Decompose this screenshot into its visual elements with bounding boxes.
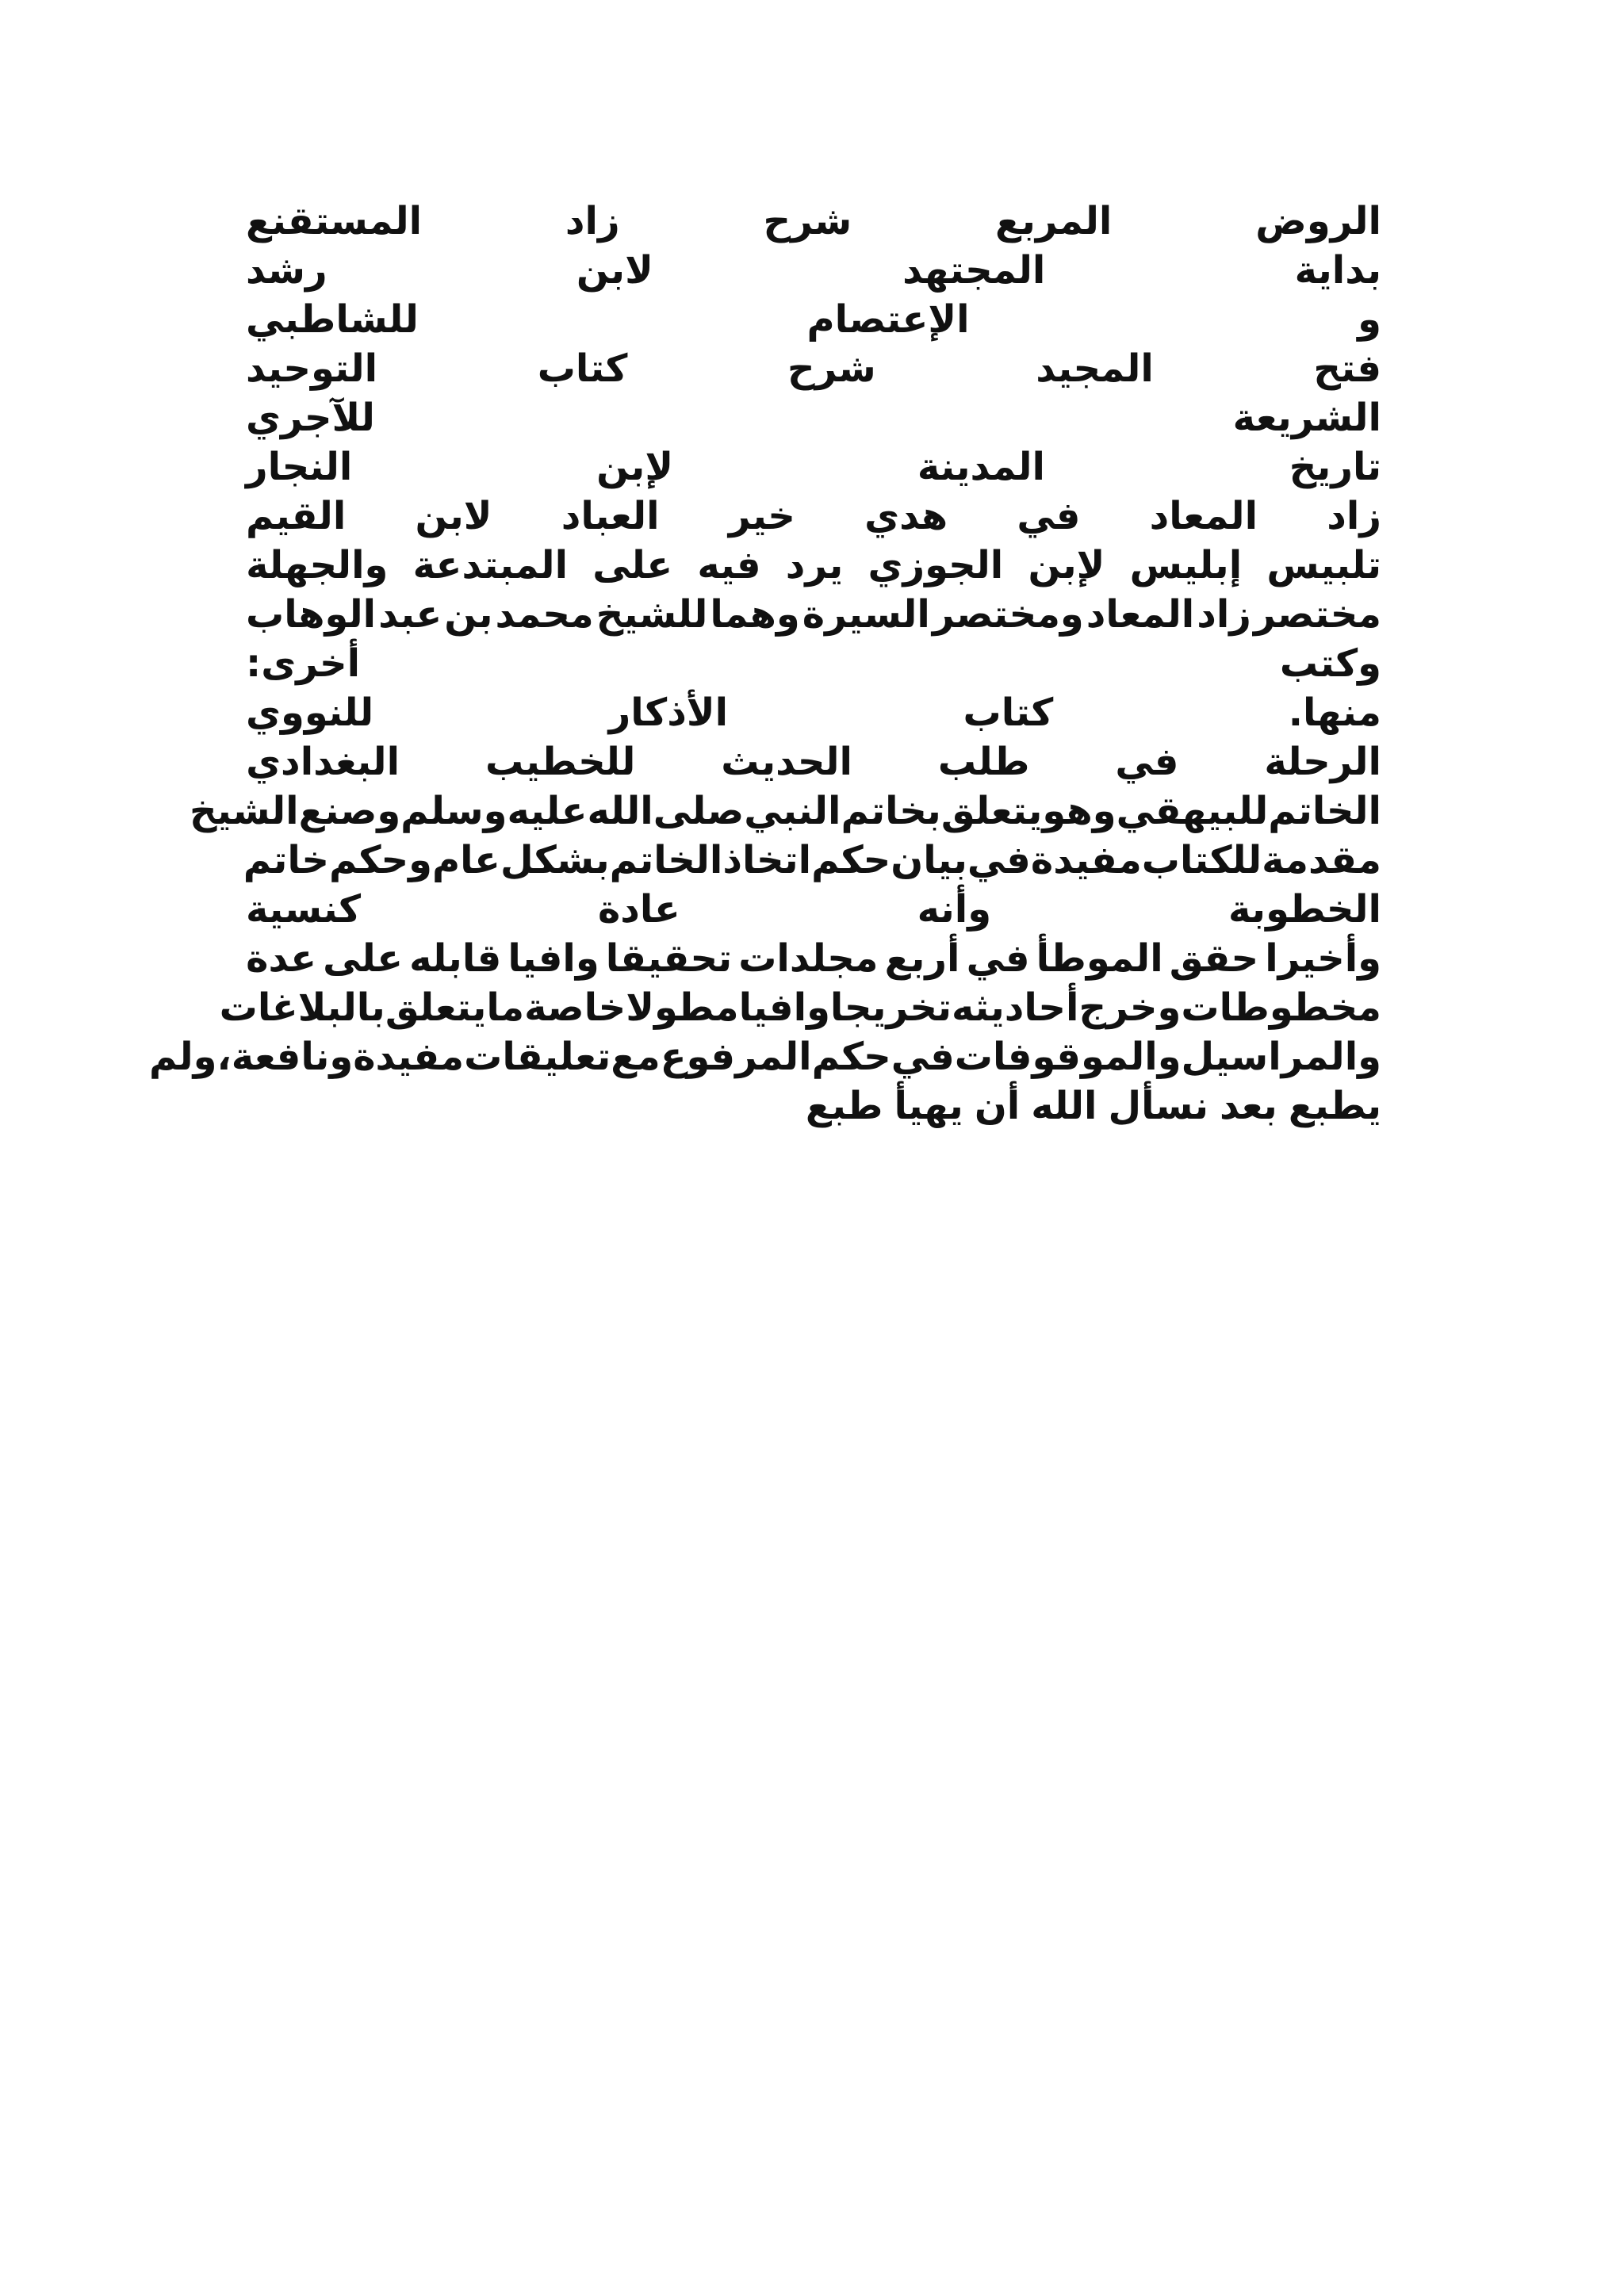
word: مختصر (1253, 592, 1381, 637)
word: في (966, 936, 1030, 981)
word: الجوزي (868, 543, 1004, 587)
word: المجيد (1036, 346, 1154, 391)
word: الأذكار (608, 691, 729, 735)
word: على (323, 936, 404, 981)
word: في (967, 838, 1031, 882)
word: خاتم (243, 838, 329, 882)
word: محمد (495, 592, 594, 637)
word: مجلدات (738, 936, 879, 981)
word: السيرة (802, 592, 930, 637)
text-line (246, 1081, 1381, 1131)
word: عليه (507, 789, 588, 833)
word: لابن (576, 248, 653, 293)
word: المدينة (917, 445, 1045, 489)
word: والجهلة (246, 543, 389, 587)
word: أحاديثه (952, 985, 1079, 1030)
word: تخريجا (829, 985, 952, 1030)
text-line (246, 688, 1381, 737)
word: عام (431, 838, 500, 882)
body-text (148, 197, 1381, 1131)
word: وهما (710, 592, 800, 637)
word: المعاد (1086, 592, 1195, 637)
word: طلب (937, 740, 1030, 784)
word: الرحلة (1264, 740, 1381, 784)
word: وكتب (1279, 641, 1381, 686)
word: الروض (1255, 199, 1381, 243)
word: وحكم (328, 838, 432, 882)
word: الخاتم (1268, 789, 1381, 833)
word: تلبيس (1266, 543, 1381, 587)
word: كتاب (537, 346, 628, 391)
word: مفيدة (1030, 838, 1142, 882)
word: بعد (1219, 1084, 1277, 1128)
word: على (592, 543, 673, 587)
word: المربع (995, 199, 1113, 243)
text-line (246, 885, 1381, 934)
word: النبي (744, 789, 841, 833)
word: حكم (811, 1035, 891, 1079)
word: المجتهد (902, 248, 1046, 293)
word: الله (587, 789, 653, 833)
word: بشكل (500, 838, 610, 882)
word: للشاطبي (246, 297, 419, 342)
word: بداية (1294, 248, 1381, 293)
word: تاريخ (1289, 445, 1381, 489)
word: لإبن (1028, 543, 1105, 587)
word: وهو (1042, 789, 1116, 833)
word: الموطأ (1036, 936, 1163, 981)
word: الوهاب (246, 592, 377, 637)
word: للكتاب (1141, 838, 1262, 882)
text-line (246, 639, 1381, 688)
word: عبد (378, 592, 442, 637)
word: في (1017, 494, 1081, 538)
word: وصنع (298, 789, 401, 833)
word: تحقيقا (605, 936, 733, 981)
word: وأخيرا (1265, 936, 1381, 981)
word: بن (444, 592, 493, 637)
word: بالبلاغات (219, 985, 385, 1030)
word: الله (1031, 1084, 1097, 1128)
word: إبليس (1129, 543, 1243, 587)
word: منها. (1288, 691, 1381, 735)
word: وخرج (1078, 985, 1182, 1030)
word: حكم (811, 838, 891, 882)
word: اتخاذ (722, 838, 812, 882)
word: قابله (409, 936, 502, 981)
word: فتح (1313, 346, 1381, 391)
word: المبتدعة (412, 543, 569, 587)
word: صلى (653, 789, 745, 833)
word: يتعلق (940, 789, 1043, 833)
word: الإعتصام (806, 297, 970, 342)
word: ونافعة (231, 1035, 354, 1079)
word: في (1115, 740, 1179, 784)
word: الشيخ (190, 789, 299, 833)
word: العباد (561, 494, 660, 538)
word: يطبع (1288, 1084, 1381, 1128)
word: رشد (246, 248, 327, 293)
text-line (246, 442, 1381, 492)
word: خير (728, 494, 795, 538)
text-line (246, 737, 1381, 786)
word: شرح (763, 199, 852, 243)
word: وسلم (400, 789, 508, 833)
word: التوحيد (246, 346, 378, 391)
word: للآجري (246, 396, 375, 440)
word: طبع (805, 1084, 883, 1128)
word: زاد (1327, 494, 1381, 538)
word: النجار (246, 445, 353, 489)
word: يرد (785, 543, 844, 587)
word: عادة (597, 887, 680, 932)
word: وافيا (738, 985, 830, 1030)
text-line (246, 344, 1381, 393)
word: الحديث (721, 740, 852, 784)
word: هدي (864, 494, 948, 538)
word: نسأل (1108, 1084, 1208, 1128)
word: أخرى: (246, 641, 361, 686)
word: الشريعة (1232, 396, 1381, 440)
word: والموقوفات (954, 1035, 1182, 1079)
word: يهيأ (894, 1084, 963, 1128)
word: ولم (148, 1035, 217, 1079)
word: تعليقات (464, 1035, 611, 1079)
word: للخطيب (485, 740, 636, 784)
text-line (219, 983, 1381, 1032)
text-line (246, 197, 1381, 246)
word: أربع (884, 936, 960, 981)
word: المستقنع (246, 199, 423, 243)
word: الخاتم (609, 838, 723, 882)
word: لابن (415, 494, 492, 538)
word: البغدادي (246, 740, 400, 784)
text-line (246, 590, 1381, 639)
word: مقدمة (1262, 838, 1381, 882)
word: كنسية (246, 887, 362, 932)
word: المرفوع (660, 1035, 812, 1079)
text-line (246, 295, 1381, 344)
word: والمراسيل (1181, 1035, 1381, 1079)
word: ومختصر (932, 592, 1084, 637)
text-line (148, 1032, 1381, 1081)
text-line (246, 934, 1381, 983)
word: شرح (787, 346, 876, 391)
word: ، (216, 1035, 232, 1079)
word: وأنه (917, 887, 992, 932)
word: مطولا (626, 985, 739, 1030)
word: بيان (891, 838, 967, 882)
word: مايتعلق (385, 985, 525, 1030)
word: عدة (246, 936, 316, 981)
word: لإبن (596, 445, 674, 489)
word: للبيهقي (1116, 789, 1269, 833)
word: مفيدة (353, 1035, 465, 1079)
text-line (246, 541, 1381, 590)
word: زاد (565, 199, 620, 243)
text-line (243, 836, 1381, 885)
text-line (190, 786, 1381, 836)
word: وافيا (508, 936, 599, 981)
word: خاصة (524, 985, 626, 1030)
word: القيم (246, 494, 347, 538)
word: فيه (697, 543, 761, 587)
word: زاد (1197, 592, 1251, 637)
word: كتاب (963, 691, 1054, 735)
word: في (891, 1035, 955, 1079)
word: و (1358, 297, 1381, 342)
word: حقق (1169, 936, 1259, 981)
text-line (246, 393, 1381, 442)
word: مع (611, 1035, 661, 1079)
word: الخطوبة (1228, 887, 1381, 932)
word: مخطوطات (1181, 985, 1381, 1030)
word: بخاتم (841, 789, 941, 833)
text-line (246, 246, 1381, 295)
word: أن (974, 1084, 1021, 1128)
word: للنووي (246, 691, 374, 735)
word: المعاد (1149, 494, 1258, 538)
text-line (246, 492, 1381, 541)
word: للشيخ (596, 592, 708, 637)
